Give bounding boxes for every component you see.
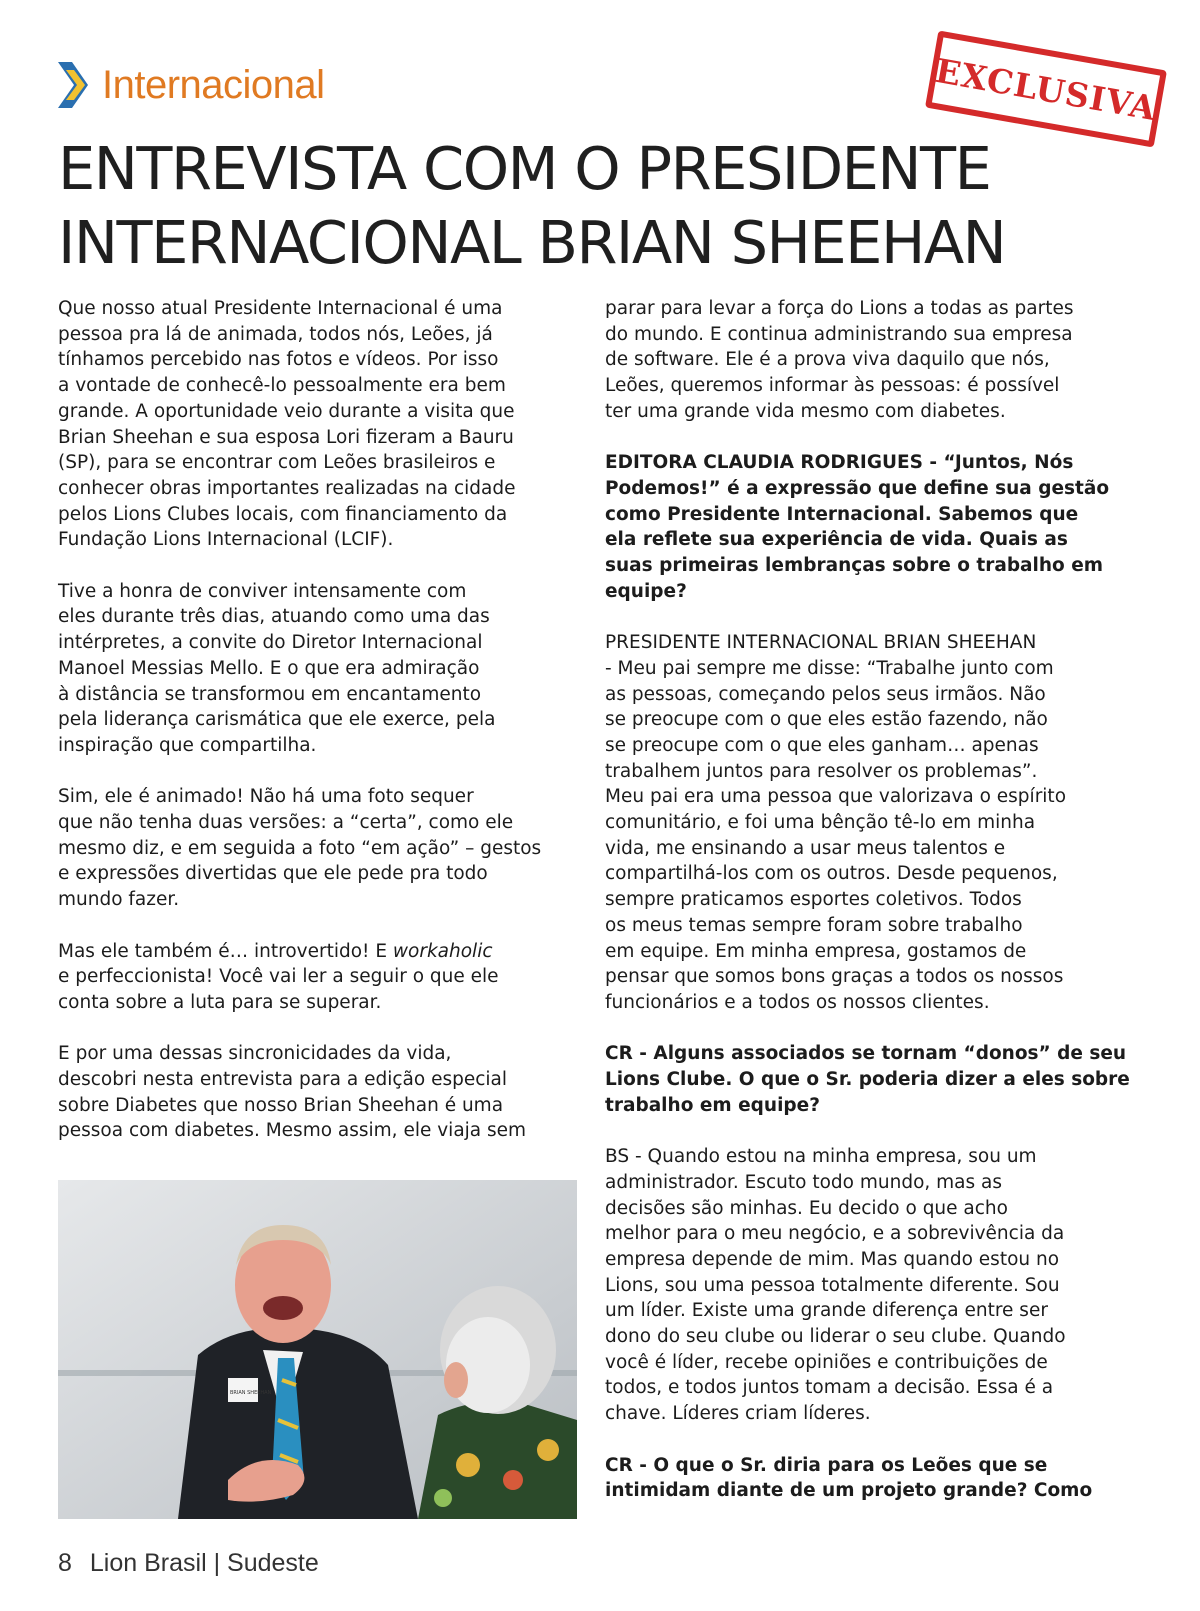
answer: [605, 1144, 1125, 1427]
text-line: equipe?: [605, 580, 687, 602]
text-line: que não tenha duas versões: a “certa”, como ele: [58, 812, 514, 834]
text-line: ter uma grande vida mesmo com diabetes.: [605, 400, 1006, 422]
page-number: 8: [58, 1549, 72, 1577]
text-line: conhecer obras importantes realizadas na cidade: [58, 477, 516, 499]
text-line: ela reflete sua experiência de vida. Quais as: [605, 529, 1068, 551]
interview-photo: [58, 1180, 577, 1519]
text-line: vida, me ensinando a usar meus talentos e: [605, 837, 1006, 859]
text-line: grande. A oportunidade veio durante a visita que: [58, 400, 515, 422]
text-line: CR - Alguns associados se tornam “donos” de seu: [605, 1043, 1127, 1065]
text-line: sobre Diabetes que nosso Brian Sheehan é uma: [58, 1094, 504, 1116]
text-line: dono do seu clube ou liderar o seu clube. Quando: [605, 1326, 1066, 1348]
text-line: inspiração que compartilha.: [58, 734, 317, 756]
publication-name: Lion Brasil | Sudeste: [89, 1549, 319, 1577]
text-line: compartilhá-los com os outros. Desde pequenos,: [605, 863, 1058, 885]
section-label: Internacional: [102, 63, 325, 107]
text-line: um líder. Existe uma grande diferença entre ser: [605, 1300, 1048, 1322]
text-line: Que nosso atual Presidente Internacional é uma: [58, 298, 503, 319]
text-line: e perfeccionista! Você vai ler a seguir o que ele: [58, 966, 499, 988]
text-line: de software. Ele é a prova viva daquilo que nós,: [605, 349, 1050, 371]
text-line: Leões, queremos informar às pessoas: é possível: [605, 375, 1060, 397]
text-line: pessoa com diabetes. Mesmo assim, ele viaja sem: [58, 1120, 527, 1142]
text-line: conta sobre a luta para se superar.: [58, 991, 382, 1013]
text-line: todos, e todos juntos tomam a decisão. Essa é a: [605, 1377, 1054, 1399]
right-column: [605, 296, 1130, 1530]
text-line: intérpretes, a convite do Diretor Internacional: [58, 632, 483, 654]
text-line: sempre praticamos esportes coletivos. Todos: [605, 889, 1022, 911]
text-line: tínhamos percebido nas fotos e vídeos. Por isso: [58, 349, 499, 371]
text-line: Podemos!” é a expressão que define sua gestão: [605, 477, 1110, 499]
text-line: Tive a honra de conviver intensamente com: [58, 580, 467, 602]
text-line: mesmo diz, e em seguida a foto “em ação” – gestos: [58, 837, 542, 859]
text-line: como Presidente Internacional. Sabemos que: [605, 503, 1079, 525]
text-line: Brian Sheehan e sua esposa Lori fizeram a Bauru: [58, 426, 514, 448]
text-line: trabalhem juntos para resolver os problemas”.: [605, 760, 1038, 782]
text-line: mundo fazer.: [58, 889, 180, 911]
text-line: à distância se transformou em encantamento: [58, 683, 482, 705]
paragraph: [58, 784, 578, 913]
text-line: funcionários e a todos os nossos clientes.: [605, 991, 990, 1013]
text-line: pelos Lions Clubes locais, com financiamento da: [58, 503, 508, 525]
text-line: intimidam diante de um projeto grande? Como: [605, 1480, 1093, 1502]
text-line: CR - O que o Sr. diria para os Leões que se: [605, 1454, 1048, 1476]
paragraph: [58, 579, 578, 759]
text-line: chave. Líderes criam líderes.: [605, 1403, 871, 1425]
text-line: pela liderança carismática que ele exerce, pela: [58, 709, 496, 731]
text-line: pensar que somos bons graças a todos os nossos: [605, 966, 1064, 988]
text-line: descobri nesta entrevista para a edição especial: [58, 1069, 508, 1091]
text-line: comunitário, e foi uma bênção tê-lo em minha: [605, 812, 1036, 834]
text-line: empresa depende de mim. Mas quando estou no: [605, 1248, 1060, 1270]
title-line-2: INTERNACIONAL BRIAN SHEEHAN: [58, 208, 1006, 277]
text-line: Lions, sou uma pessoa totalmente diferente. Sou: [605, 1274, 1060, 1296]
text-line: se preocupe com o que eles estão fazendo, não: [605, 709, 1048, 731]
text-line: Meu pai era uma pessoa que valorizava o espírito: [605, 786, 1067, 808]
exclusive-stamp: [925, 30, 1167, 147]
name-badge-text: BRIAN SHEEHAN: [230, 1390, 272, 1396]
text-line: Fundação Lions Internacional (LCIF).: [58, 529, 394, 551]
text-line: pessoa pra lá de animada, todos nós, Leões, já: [58, 323, 493, 345]
question: [605, 1041, 1130, 1118]
page-footer: [58, 1549, 319, 1578]
text-line: se preocupe com o que eles ganham… apenas: [605, 734, 1039, 756]
text-line: a vontade de conhecê-lo pessoalmente era bem: [58, 375, 506, 397]
text-line: Mas ele também é… introvertido! E workaholic: [58, 940, 493, 962]
paragraph: [605, 296, 1125, 425]
answer: [605, 630, 1125, 1016]
text-line: os meus temas sempre foram sobre trabalho: [605, 914, 1023, 936]
question: [605, 450, 1125, 604]
question: [605, 1453, 1125, 1504]
text-line: você é líder, recebe opiniões e contribuições de: [605, 1351, 1048, 1373]
section-header: [58, 60, 325, 110]
paragraph: [58, 1041, 578, 1144]
text-line: PRESIDENTE INTERNACIONAL BRIAN SHEEHAN: [605, 632, 1037, 654]
text-line: suas primeiras lembranças sobre o trabalho em: [605, 555, 1104, 577]
text-line: Lions Clube. O que o Sr. poderia dizer a eles sobre: [605, 1069, 1130, 1091]
text-line: administrador. Escuto todo mundo, mas as: [605, 1171, 1003, 1193]
text-line: Manoel Messias Mello. E o que era admiração: [58, 657, 480, 679]
text-line: parar para levar a força do Lions a todas as partes: [605, 298, 1074, 319]
text-line: trabalho em equipe?: [605, 1094, 820, 1116]
chevron-right-icon: [58, 62, 96, 108]
text-line: decisões são minhas. Eu decido o que acho: [605, 1197, 1008, 1219]
title-line-1: ENTREVISTA COM O PRESIDENTE: [58, 134, 991, 203]
text-line: em equipe. Em minha empresa, gostamos de: [605, 940, 1027, 962]
emphasis: workaholic: [392, 940, 493, 962]
text-line: as pessoas, começando pelos seus irmãos. Não: [605, 683, 1046, 705]
paragraph: [58, 939, 578, 1016]
article-title: [58, 132, 1168, 280]
text-line: e expressões divertidas que ele pede pra todo: [58, 863, 488, 885]
paragraph: [58, 296, 578, 553]
text-line: BS - Quando estou na minha empresa, sou um: [605, 1146, 1037, 1168]
text-line: EDITORA CLAUDIA RODRIGUES - “Juntos, Nós: [605, 452, 1074, 474]
text-line: - Meu pai sempre me disse: “Trabalhe junto com: [605, 657, 1054, 679]
stamp-text: EXCLUSIVA: [932, 50, 1160, 128]
text-line: melhor para o meu negócio, e a sobrevivência da: [605, 1223, 1065, 1245]
left-column: [58, 296, 578, 1170]
text-line: eles durante três dias, atuando como uma das: [58, 606, 490, 628]
text-line: (SP), para se encontrar com Leões brasileiros e: [58, 452, 496, 474]
text-line: do mundo. E continua administrando sua empresa: [605, 323, 1073, 345]
text-line: E por uma dessas sincronicidades da vida,: [58, 1043, 452, 1065]
photo-illustration: [58, 1180, 577, 1519]
text-line: Sim, ele é animado! Não há uma foto sequer: [58, 786, 474, 808]
